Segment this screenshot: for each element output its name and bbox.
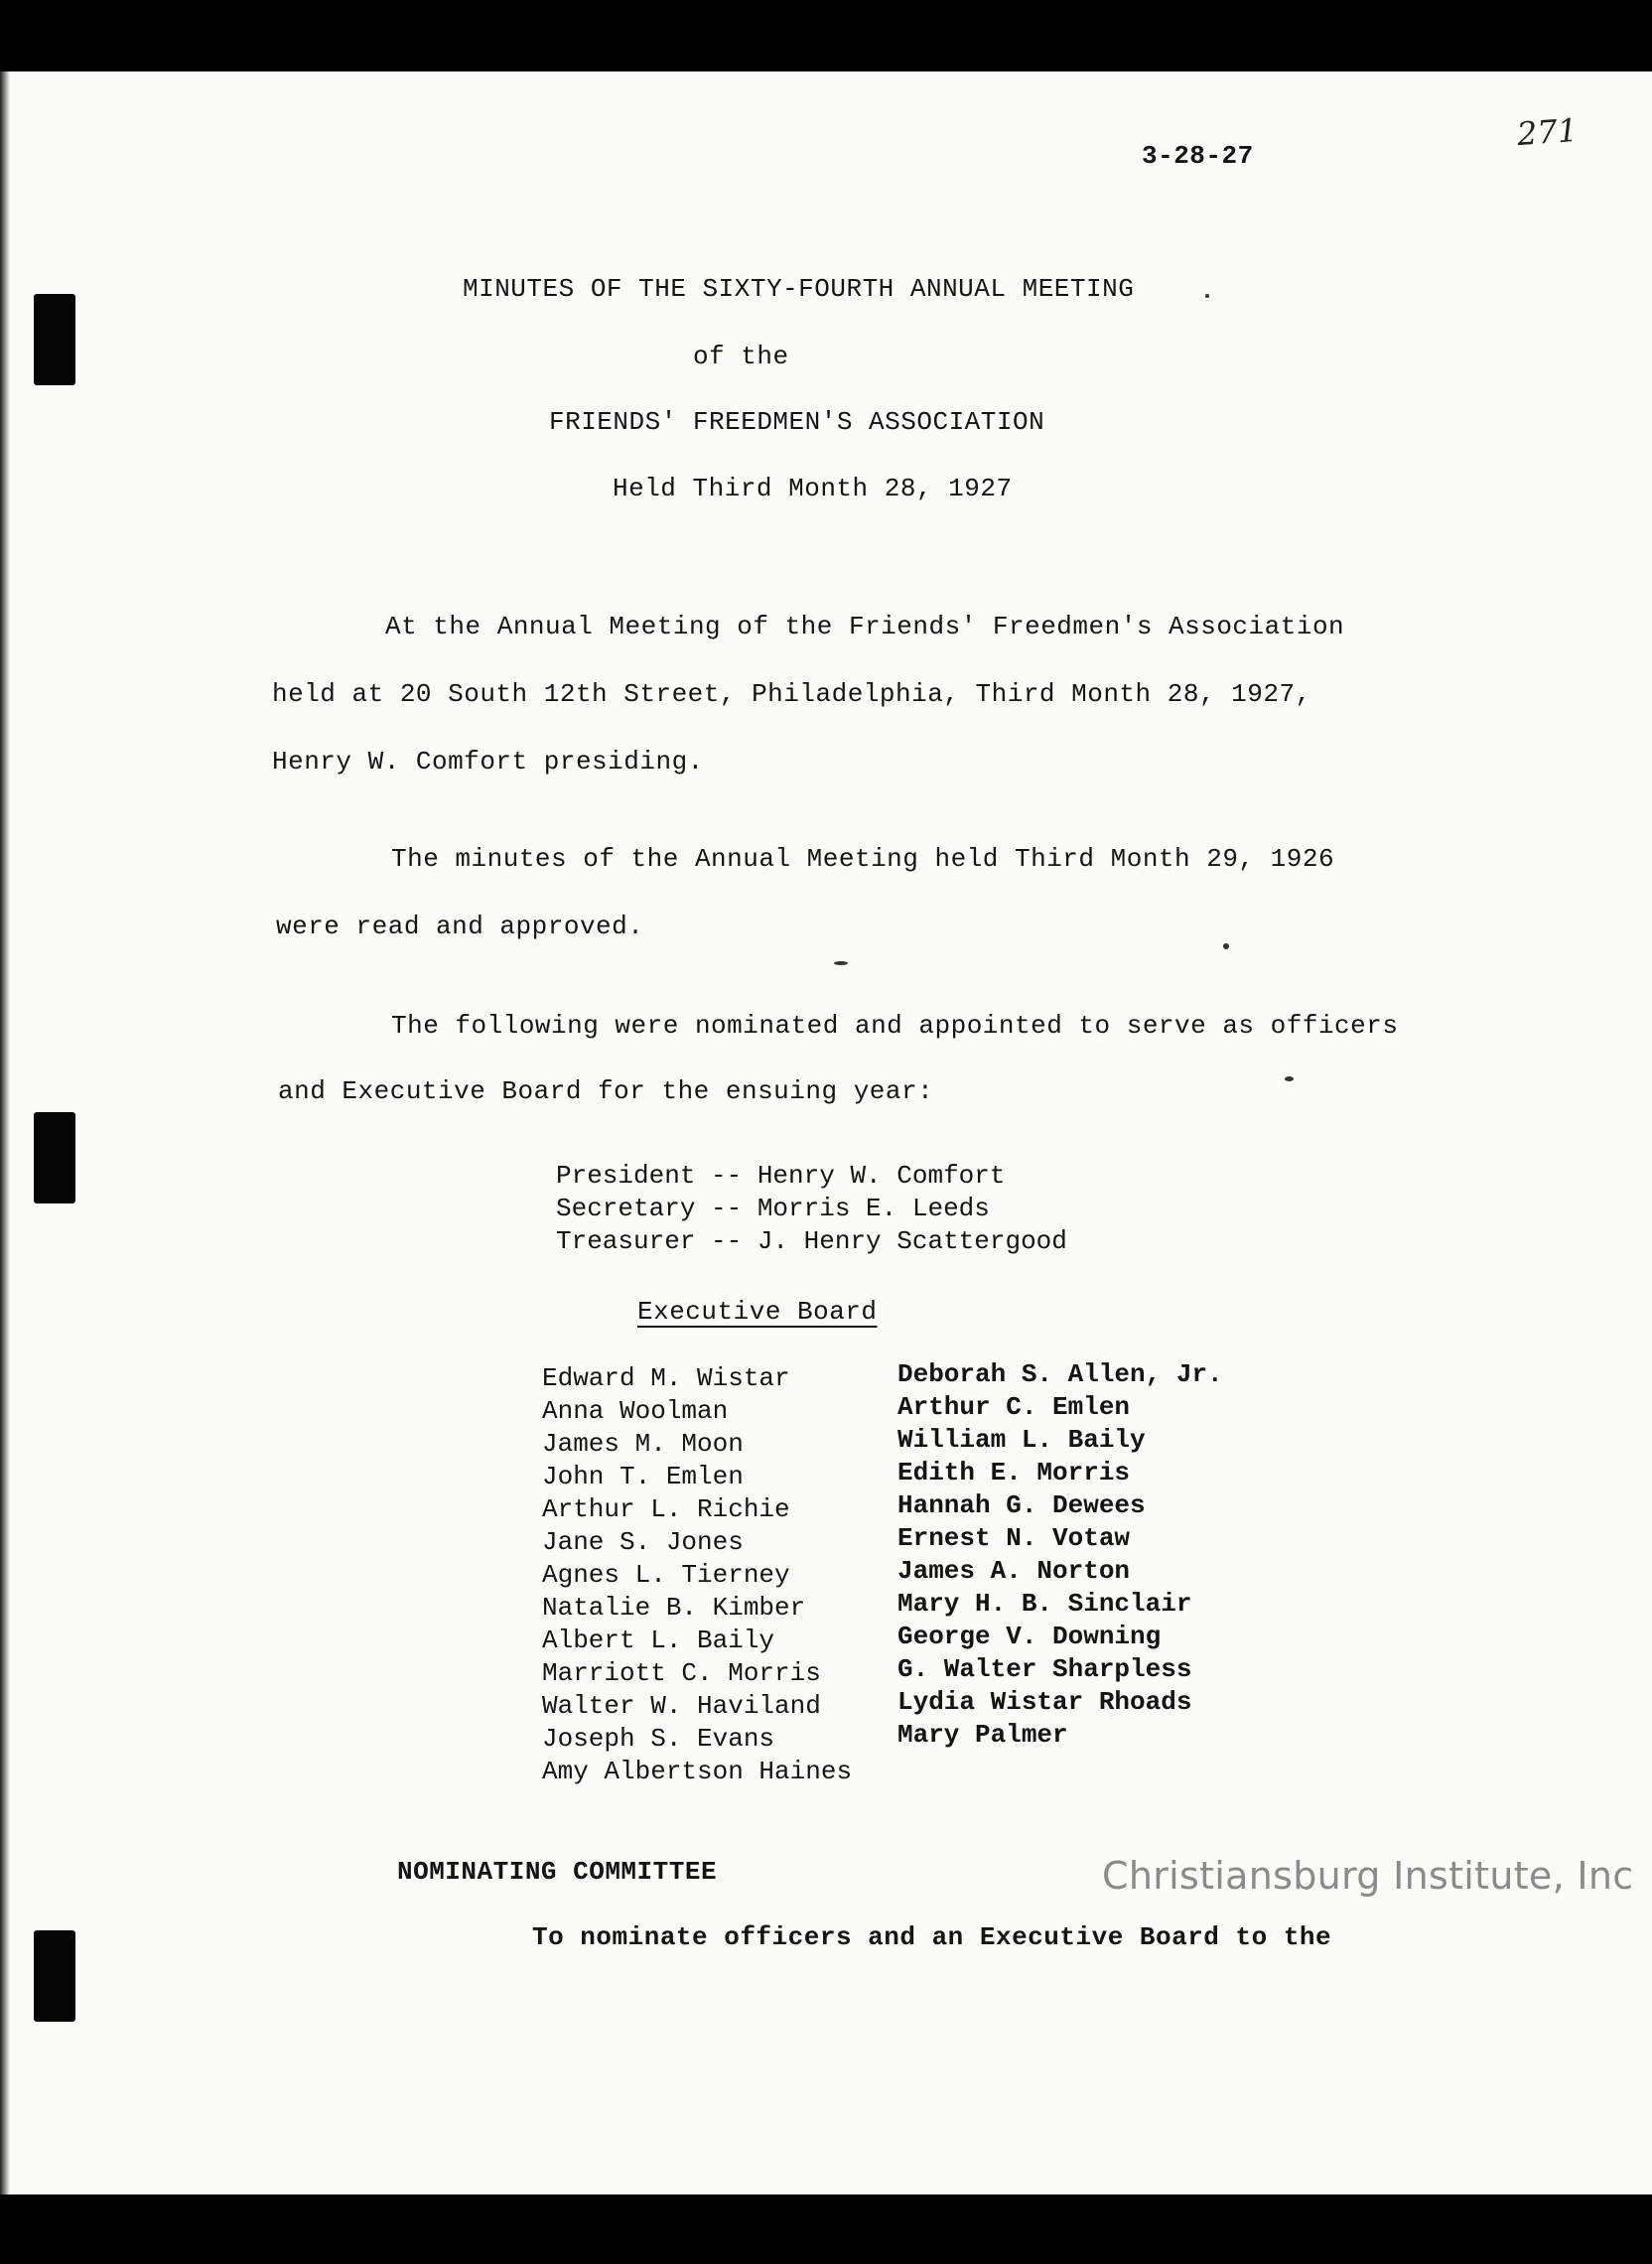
- board-member: William L. Baily: [897, 1425, 1146, 1455]
- title-line-3: FRIENDS' FREEDMEN'S ASSOCIATION: [549, 407, 1045, 437]
- date-reference: 3-28-27: [1142, 141, 1254, 171]
- board-member: James A. Norton: [897, 1556, 1131, 1586]
- section-text: To nominate officers and an Executive Board to the: [532, 1922, 1332, 1952]
- board-member: Edward M. Wistar: [542, 1363, 790, 1393]
- board-member: G. Walter Sharpless: [897, 1654, 1192, 1684]
- speck: [1205, 294, 1209, 298]
- board-member: John T. Emlen: [542, 1462, 744, 1491]
- title-line-2: of the: [693, 342, 789, 371]
- board-member: Mary Palmer: [897, 1720, 1068, 1750]
- board-member: Anna Woolman: [542, 1396, 729, 1426]
- board-member: Walter W. Haviland: [542, 1691, 821, 1721]
- board-member: Lydia Wistar Rhoads: [897, 1687, 1192, 1717]
- section-heading: NOMINATING COMMITTEE: [397, 1857, 718, 1887]
- watermark-text: Christiansburg Institute, Inc: [1102, 1854, 1634, 1898]
- bottom-border: [0, 2194, 1652, 2264]
- board-member: Mary H. B. Sinclair: [897, 1589, 1192, 1619]
- board-list-left: [542, 1362, 852, 1788]
- title-line-1: MINUTES OF THE SIXTY-FOURTH ANNUAL MEETING: [463, 274, 1135, 304]
- board-member: Natalie B. Kimber: [542, 1593, 806, 1623]
- board-list-right: [897, 1358, 1223, 1752]
- board-member: Marriott C. Morris: [542, 1658, 821, 1688]
- binder-mark: [34, 1930, 75, 2022]
- board-member: Amy Albertson Haines: [542, 1757, 853, 1786]
- top-border: [0, 0, 1652, 71]
- board-member: James M. Moon: [542, 1429, 744, 1459]
- scan-edge-shadow: [0, 71, 10, 2194]
- speck: [834, 961, 848, 965]
- officer-president: President -- Henry W. Comfort: [556, 1161, 1006, 1191]
- paragraph1-line-3: Henry W. Comfort presiding.: [272, 747, 704, 777]
- board-member: Jane S. Jones: [542, 1527, 744, 1557]
- page-number: 271: [1515, 110, 1580, 154]
- paragraph2-line-1: The minutes of the Annual Meeting held Third Month 29, 1926: [391, 844, 1335, 874]
- speck: [1223, 943, 1229, 949]
- officer-secretary: Secretary -- Morris E. Leeds: [556, 1194, 990, 1223]
- paragraph3-line-1: The following were nominated and appointed to serve as officers: [391, 1011, 1399, 1041]
- board-member: Arthur C. Emlen: [897, 1392, 1131, 1422]
- board-member: Joseph S. Evans: [542, 1724, 775, 1754]
- officers-list: [556, 1160, 1067, 1258]
- document-page: [0, 71, 1652, 2194]
- paragraph1-line-1: At the Annual Meeting of the Friends' Freedmen's Association: [385, 612, 1345, 641]
- board-member: Arthur L. Richie: [542, 1494, 790, 1524]
- board-member: Ernest N. Votaw: [897, 1523, 1131, 1553]
- executive-board-heading: Executive Board: [637, 1297, 878, 1327]
- paragraph2-line-2: were read and approved.: [276, 912, 644, 941]
- board-member: Albert L. Baily: [542, 1626, 775, 1655]
- paragraph1-line-2: held at 20 South 12th Street, Philadelphia, Third Month 28, 1927,: [272, 679, 1311, 709]
- officer-treasurer: Treasurer -- J. Henry Scattergood: [556, 1226, 1067, 1256]
- title-line-4: Held Third Month 28, 1927: [613, 474, 1013, 503]
- board-member: Deborah S. Allen, Jr.: [897, 1359, 1223, 1389]
- paragraph3-line-2: and Executive Board for the ensuing year:: [278, 1076, 934, 1106]
- board-member: George V. Downing: [897, 1622, 1162, 1651]
- speck: [1285, 1076, 1294, 1081]
- binder-mark: [34, 294, 75, 385]
- binder-mark: [34, 1112, 75, 1203]
- board-member: Agnes L. Tierney: [542, 1560, 790, 1590]
- board-member: Edith E. Morris: [897, 1458, 1131, 1487]
- board-member: Hannah G. Dewees: [897, 1490, 1146, 1520]
